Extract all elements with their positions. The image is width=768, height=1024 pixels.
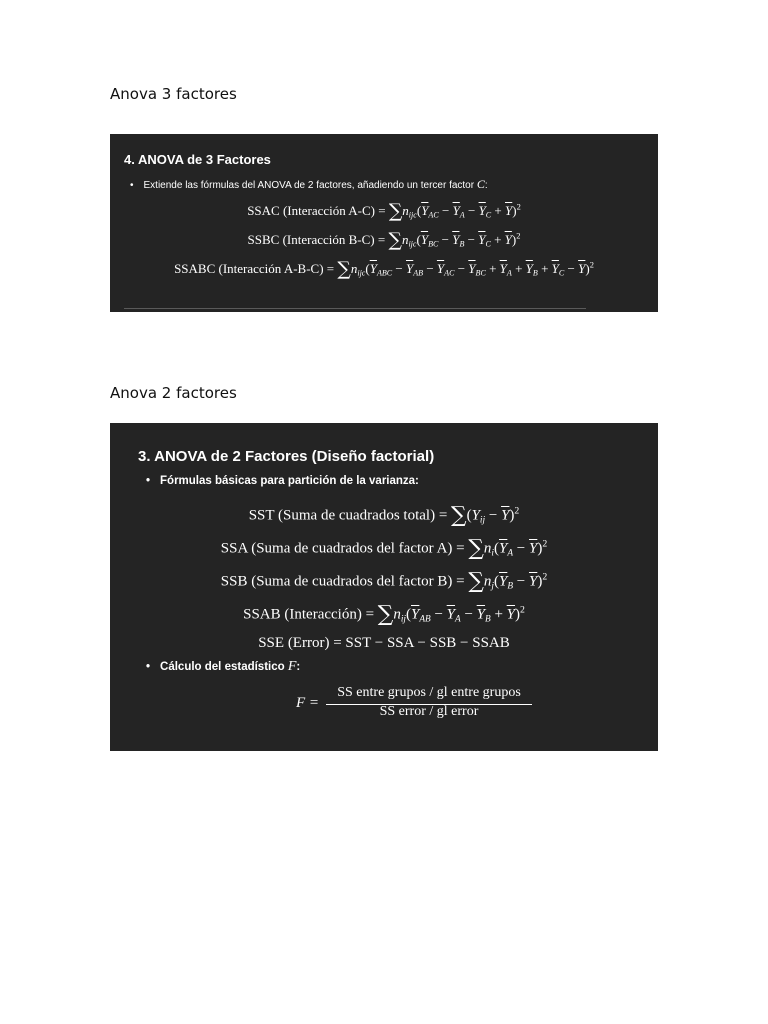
formula-ssbc: SSBC (Interacción $B-C) = \sum n_{ijc}(\overline{Y}_{BC} - \overline{Y}_B - \overline{Y}_C + \overline{Y})^2$ — [247, 230, 521, 251]
panel-title: 3. ANOVA de 2 Factores (Diseño factorial) — [138, 448, 435, 465]
sum-icon: ∑ — [468, 536, 484, 561]
formula-lhs: SST (Suma de cuadrados total) = — [248, 507, 452, 524]
bullet-variable: C — [476, 177, 485, 191]
formula-ssab: SSAB (Interacción) = $\sum n_{ij}(\overline{Y}_{AB} - \overline{Y}_A - \overline{Y}_B + \overline{Y})^2$ — [243, 602, 525, 627]
section-label-anova-3: Anova 3 factores — [110, 85, 237, 103]
f-numerator: SS entre grupos / gl entre grupos — [337, 685, 521, 700]
bullet-text: Cálculo del estadístico — [160, 661, 285, 673]
f-lhs: F = — [296, 695, 320, 711]
formula-ssa: SSA (Suma de cuadrados del factor $A) = \sum n_i(\overline{Y}_A - \overline{Y})^2$ — [220, 536, 548, 561]
anova-3-panel — [110, 134, 658, 312]
sum-icon: ∑ — [388, 201, 403, 222]
sum-icon: ∑ — [468, 569, 484, 594]
formula-sst: SST (Suma de cuadrados total) = $\sum(Y_{ij} - \overline{Y})^2$ — [248, 503, 520, 528]
bullet-text: Extiende las fórmulas del ANOVA de 2 factores, añadiendo un tercer factor — [143, 180, 475, 191]
bullet-icon: • — [146, 661, 151, 673]
anova-2-panel — [110, 423, 658, 751]
formula-lhs: SSABC (Interacción A-B-C) = — [174, 260, 338, 276]
bullet-end: : — [296, 661, 301, 673]
formula-ssb: SSB (Suma de cuadrados del factor $B) = \sum n_j(\overline{Y}_B - \overline{Y})^2$ — [220, 569, 548, 594]
bullet-item — [146, 475, 419, 487]
sum-icon: ∑ — [377, 602, 394, 627]
formula-lhs: SSB (Suma de cuadrados del factor B) = — [220, 573, 469, 590]
formula-lhs: SSAC (Interacción A-C) = — [247, 202, 389, 218]
formula-lhs: SSA (Suma de cuadrados del factor A) = — [220, 540, 469, 557]
sum-icon: ∑ — [388, 230, 402, 251]
bullet-end: : — [484, 180, 488, 191]
section-label-anova-2: Anova 2 factores — [110, 384, 237, 402]
formula-ssabc: SSABC (Interacción $A-B-C) = \sum n_{ijc}(\overline{Y}_{ABC} - \overline{Y}_{AB} - \overline{Y}_{AC} - \overline{Y}_{BC} + \overline{Y}_A + \overline{Y}_B + \overline{Y}_C - \overline{Y})^2$ — [174, 259, 594, 280]
bullet-icon: • — [130, 180, 134, 191]
f-denominator: SS error / gl error — [379, 704, 479, 719]
bullet-item — [130, 177, 488, 192]
bullet-icon: • — [146, 475, 151, 487]
formula-sse: SSE (Error) = SST − SSA − SSB − SSAB — [258, 635, 510, 651]
formula-ssac: SSAC (Interacción $A-C) = \sum n_{ijc}(\overline{Y}_{AC} - \overline{Y}_A - \overline{Y}_C + \overline{Y})^2$ — [247, 201, 521, 222]
panel-title: 4. ANOVA de 3 Factores — [124, 152, 271, 167]
sum-icon: ∑ — [451, 503, 467, 528]
divider — [124, 308, 586, 309]
formula-lhs: SSBC (Interacción B-C) = — [247, 231, 389, 247]
f-statistic-formula — [110, 683, 658, 727]
bullet-text: Fórmulas básicas para partición de la varianza: — [160, 475, 419, 487]
bullet-item — [146, 659, 300, 675]
sum-icon: ∑ — [337, 259, 351, 280]
formula-lhs: SSAB (Interacción) = — [243, 606, 378, 623]
bullet-variable: F — [287, 659, 297, 674]
